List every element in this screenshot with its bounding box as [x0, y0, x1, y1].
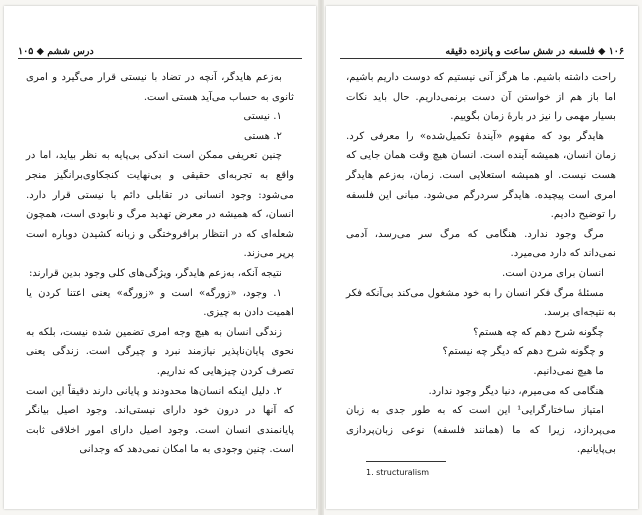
footnote-rule	[366, 461, 446, 462]
paragraph: چنین تعریفی ممکن است اندکی بی‌پایه به نظر بیاید، اما در واقع به تجربه‌ای حقیقی و بی‌نهایت کنجکاوی‌برانگیز منجر می‌شود: وجود انسانی در تقابلی دائم با نیستی قرار دارد. انسان، که همیشه در معرض تهدید مرگ و نابودی است، همچون شعله‌ای که در انتظار برافروختگی و زبانه کشیدن دوباره است پرپر می‌زند.	[26, 150, 294, 260]
paragraph: و چگونه شرح دهم که دیگر چه نیستم؟	[442, 346, 604, 358]
paragraph: هایدگر بود که مفهوم «آیندهٔ تکمیل‌شده» را معرفی کرد. زمان انسان، همیشه آینده است. انسان هیچ وقت همان جایی که هست نیست. او همیشه استعلایی است. زمان، به‌زعم هایدگر امری است پیچیده. هایدگر سردرگم می‌شود. مبانی این فلسفه را توضیح دادیم.	[346, 130, 616, 221]
left-page	[4, 6, 316, 509]
left-running-head: درس ششم ◆ ۱۰۵	[18, 46, 94, 57]
footnote: 1. structuralism	[366, 468, 430, 477]
paragraph: ۲. دلیل اینکه انسان‌ها محدودند و پایانی دارند دقیقاً این است که آنها در درون خود دارای نیستی‌اند. وجود اصیل بیانگر پایانمندی انسان است. وجود اصیل دارای امور اخلاقی ثابت است. چنین وجودی به ما امکان نمی‌دهد که وجدانی	[26, 385, 294, 456]
paragraph: زندگی انسان به هیچ وجه امری تضمین شده نیست، بلکه به نحوی پایان‌ناپذیر نیازمند نبرد و چیرگی است. زندگی یعنی تصرف کردن چیزهایی که نداریم.	[26, 326, 294, 377]
paragraph: هنگامی که می‌میرم، دنیا دیگر وجود ندارد.	[428, 385, 604, 397]
left-header-rule	[18, 58, 302, 59]
paragraph: به‌زعم هایدگر، آنچه در تضاد با نیستی قرار می‌گیرد و امری ثانوی به حساب می‌آید هستی است.	[26, 72, 294, 103]
paragraph: مرگ وجود ندارد. هنگامی که مرگ سر می‌رسد، آدمی نمی‌داند که دارد می‌میرد.	[346, 228, 616, 260]
right-page	[326, 6, 638, 509]
book-gutter	[318, 0, 324, 515]
right-page-body	[346, 68, 616, 460]
right-header-rule	[340, 58, 624, 59]
paragraph: نتیجه آنکه، به‌زعم هایدگر، ویژگی‌های کلی وجود بدین قرارند:	[29, 267, 282, 279]
left-page-body	[26, 68, 294, 460]
paragraph: امتیاز ساختارگرایی¹ این است که به طور جدی به زبان می‌پردازد، زیرا که ما (همانند فلسفه) نوعی زبان‌پردازی بی‌پایانیم.	[346, 405, 616, 456]
paragraph: چگونه شرح دهم که چه هستم؟	[473, 326, 604, 338]
paragraph: ۱. وجود، «زورگه» است و «زورگه» یعنی اعتنا کردن یا اهمیت دادن به چیزی.	[26, 287, 294, 319]
paragraph: راحت داشته باشیم. ما هرگز آنی نیستیم که دوست داریم باشیم، اما باز هم از خواستن آن دست برنمی‌داریم. حال باید نکات بسیار مهمی را نیز در بارهٔ زمان بگوییم.	[346, 72, 616, 123]
list-item: ۲. هستی	[244, 130, 282, 142]
right-running-head: ۱۰۶ ◆ فلسفه در شش ساعت و پانزده دقیقه	[445, 46, 624, 57]
paragraph: ما هیچ نمی‌دانیم.	[533, 365, 604, 377]
list-item: ۱. نیستی	[243, 111, 282, 123]
paragraph: مسئلهٔ مرگ فکر انسان را به خود مشغول می‌کند بی‌آنکه فکر به نتیجه‌ای برسد.	[346, 287, 616, 319]
paragraph: انسان برای مردن است.	[501, 267, 604, 279]
